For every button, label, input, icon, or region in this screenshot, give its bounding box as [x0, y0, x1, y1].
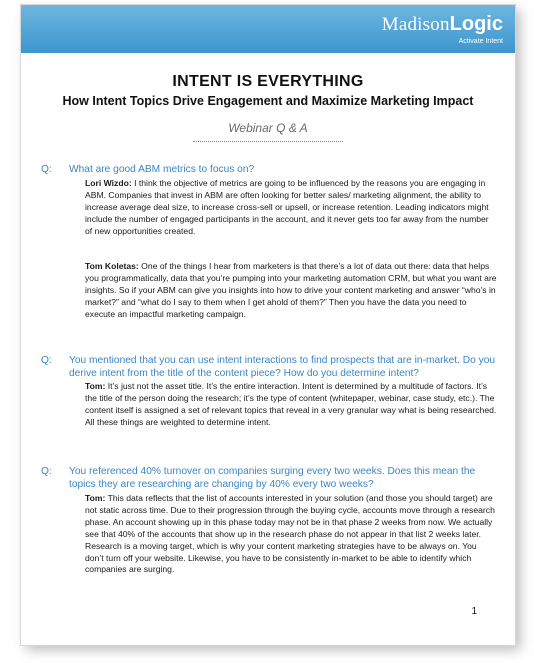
- question-label: Q:: [41, 355, 52, 366]
- brand-tagline: Activate Intent: [458, 38, 503, 45]
- question-text: You mentioned that you can use intent interactions to find prospects that are in-market. Do you derive intent from the title of the content piece? How do you determine intent?: [69, 355, 496, 379]
- page-subtitle: How Intent Topics Drive Engagement and Maximize Marketing Impact: [62, 94, 474, 108]
- answer-paragraph: [85, 178, 497, 238]
- page-title: INTENT IS EVERYTHING: [172, 73, 364, 90]
- page-number: 1: [471, 606, 477, 617]
- answer-speaker: Tom:: [85, 381, 106, 391]
- brand-logo: [382, 13, 503, 36]
- answer-paragraph: [85, 261, 497, 321]
- question-text: You referenced 40% turnover on companies surging every two weeks. Does this mean the topics they are researching are changing by 40% every two weeks?: [69, 466, 476, 490]
- question-label: Q:: [41, 164, 52, 175]
- webinar-label: Webinar Q & A: [228, 121, 308, 135]
- document-page: [20, 4, 516, 646]
- answer-paragraph: [85, 493, 497, 576]
- answer-speaker: Tom:: [85, 493, 106, 503]
- answer-paragraph: [85, 381, 497, 429]
- answer-speaker: Lori Wizdo:: [85, 178, 132, 188]
- header-banner: [21, 5, 515, 53]
- answer-text: I think the objective of metrics are going to be influenced by the reasons you are engaging in ABM. Companies that invest in ABM are often looking for better sales/ marketing alignment, the ability to increase average deal size, to increase cross-sell or upsell, or increase retention. Leading indicators might include the number of engaged participants in the account, and it never gets too far away from the number of new opportunities created.: [85, 178, 489, 236]
- divider: [193, 141, 343, 142]
- answer-text: One of the things I hear from marketers is that there’s a lot of data out there: data that helps you programmatically, data that you’re pumping into your marketing automation CRM, but what you want are insights. So if your ABM can give you insights into how to drive your content marketing and answer “who’s in market?” and “what do I say to them when I get ahold of them?” Then you have the data you need to execute an impactful marketing campaign.: [85, 261, 497, 319]
- answer-speaker: Tom Koletas:: [85, 261, 139, 271]
- brand-name-bold: Logic: [449, 13, 503, 35]
- answer-text: It’s just not the asset title. It’s the entire interaction. Intent is determined by a multitude of factors. It’s the title of the person doing the research; it’s the type of content (whitepaper, webinar, case study, etc.). The content itself is assigned a set of relevant topics that reveal in a very granular way what is being researched. All these things are weighted to determine intent.: [85, 381, 497, 427]
- answer-text: This data reflects that the list of accounts interested in your solution (and those you should target) are not static across time. Due to their progression through the buying cycle, accounts move through a research phase. An account showing up in this phase today may not be in that phase 2 weeks from now. We actually see that 40% of the accounts that show up in the research phase do not appear in that list 2 weeks later. Research is a moving target, which is why your content marketing strategies have to be always on. You don’t turn off your website. Likewise, you have to be consistently in-market to be able to identify which companies are surging.: [85, 493, 495, 575]
- brand-name: Madison: [381, 14, 450, 35]
- question-label: Q:: [41, 466, 52, 477]
- question-text: What are good ABM metrics to focus on?: [69, 164, 255, 175]
